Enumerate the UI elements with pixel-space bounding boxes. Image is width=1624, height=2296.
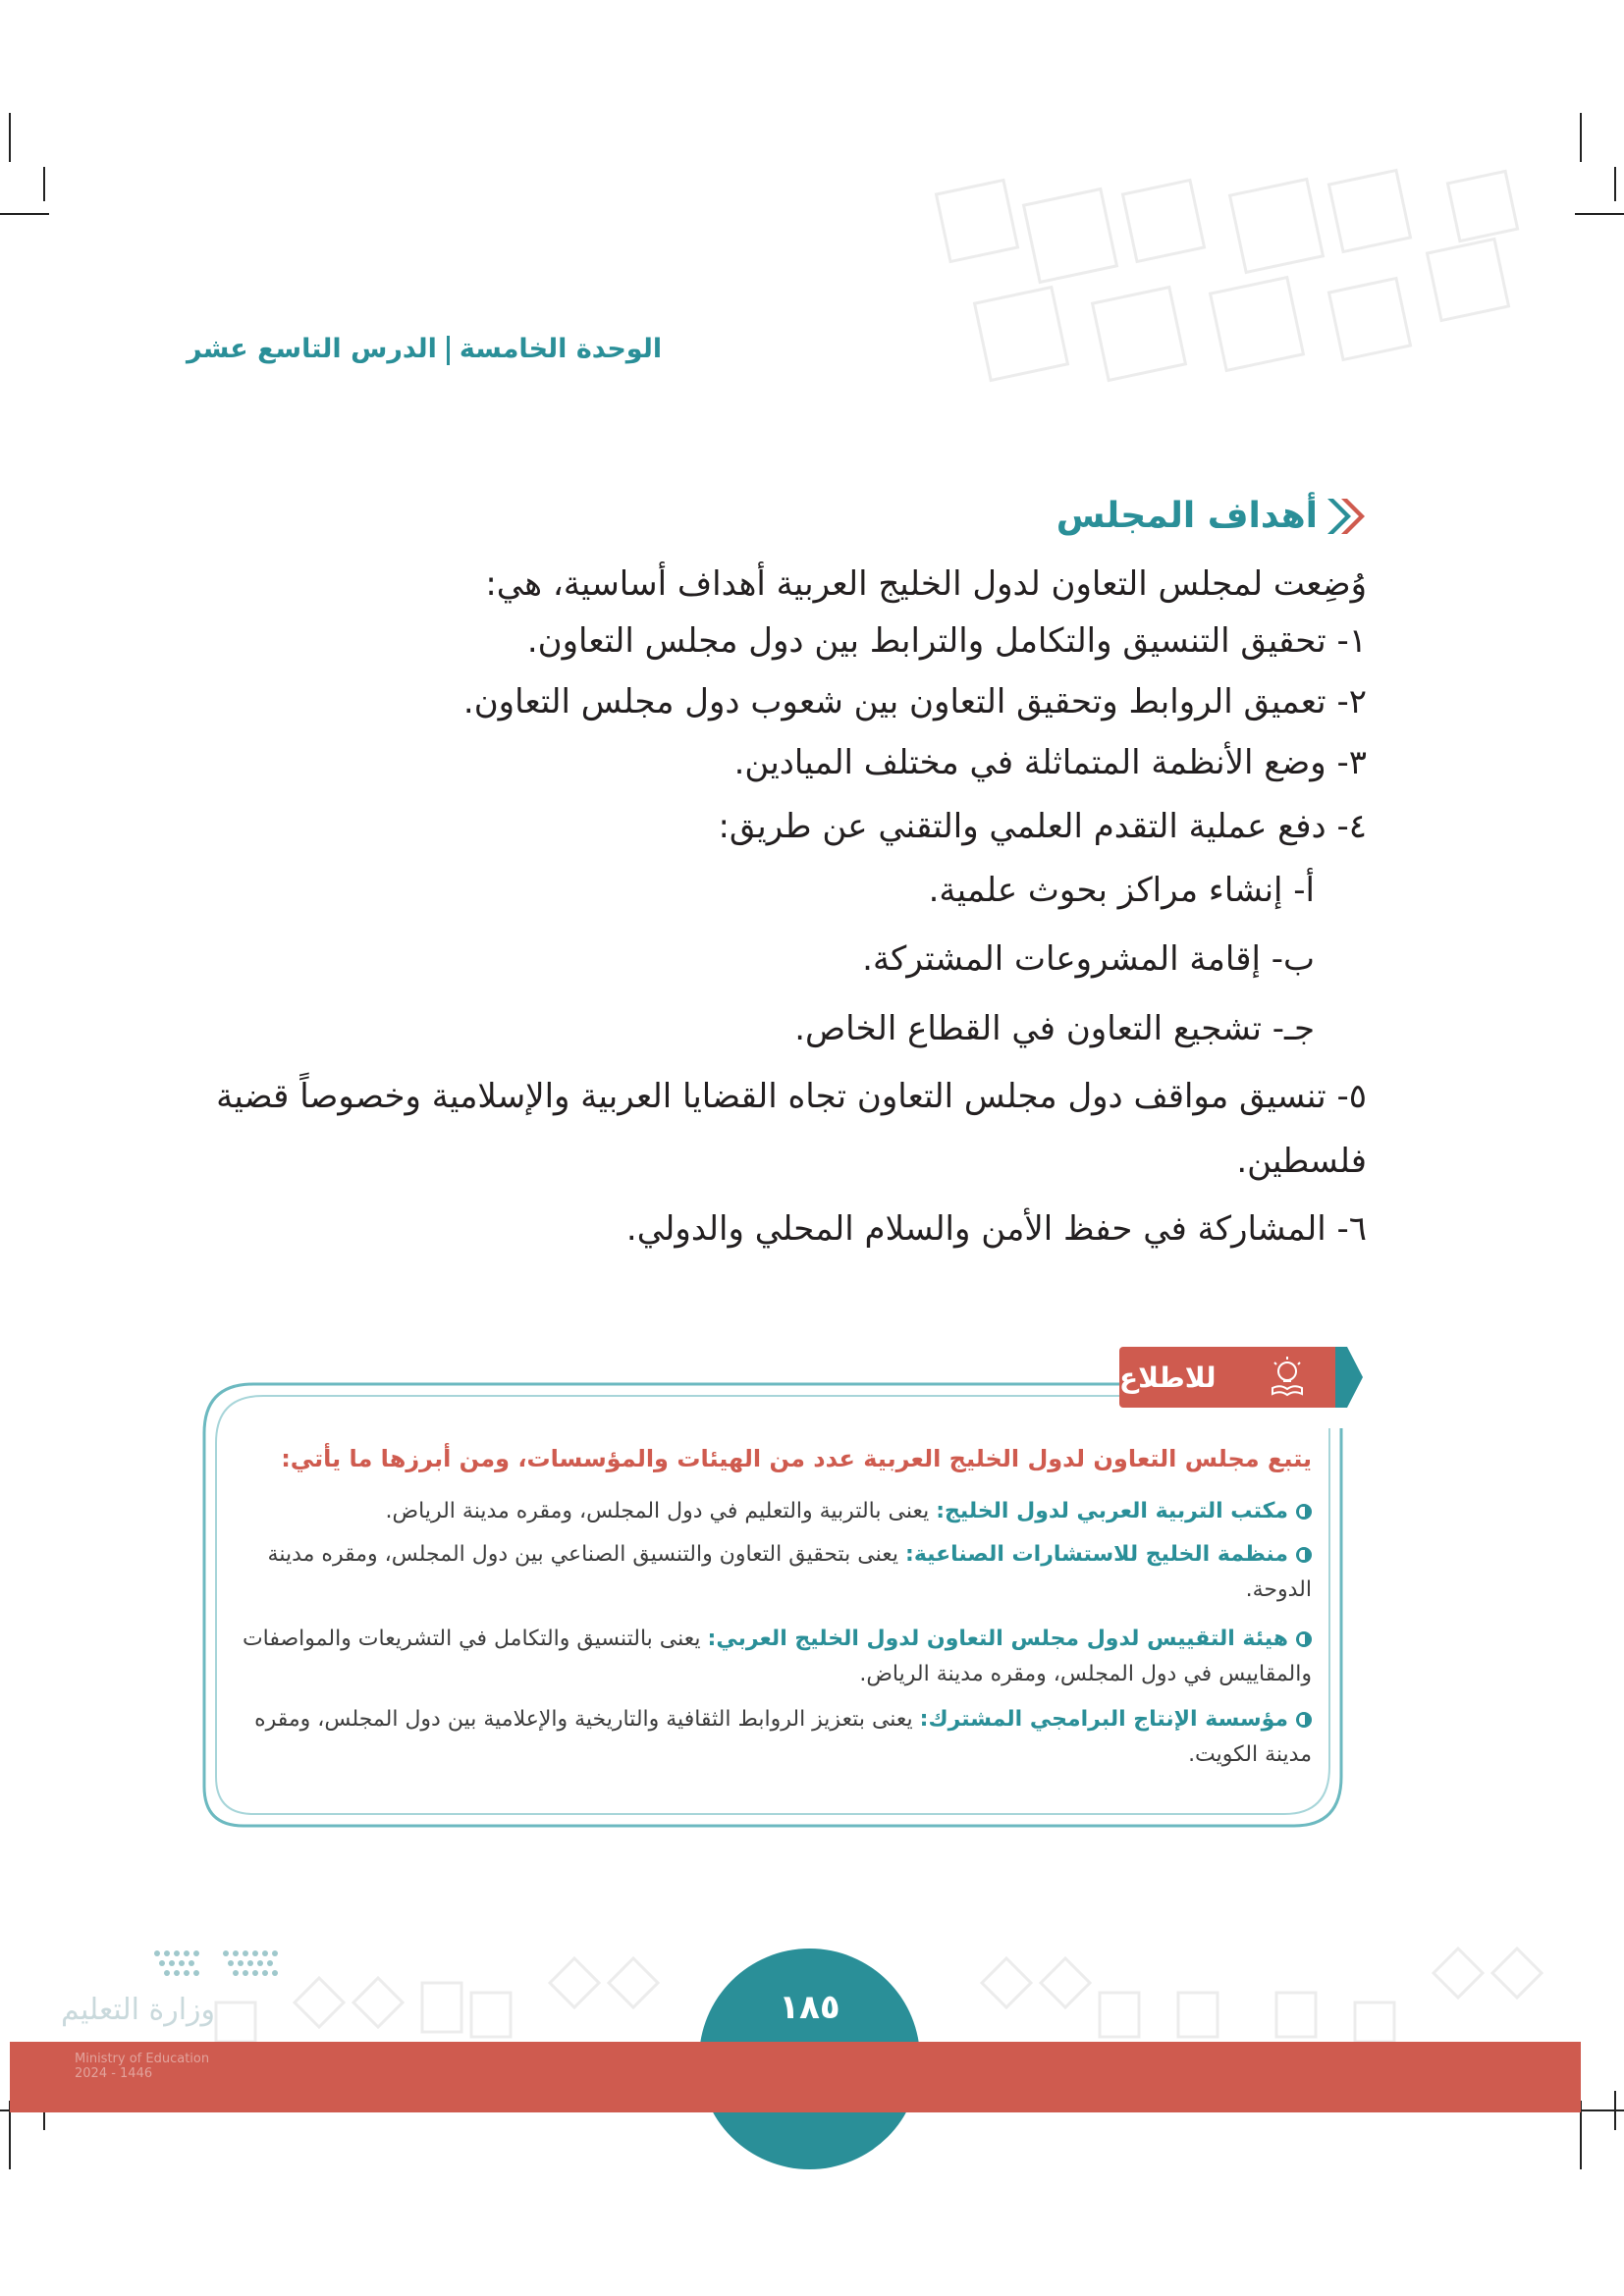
body-line-1: ١- تحقيق التنسيق والتكامل والترابط بين دول مجلس التعاون. [526,621,1367,661]
ministry-logo-subtitle [75,2052,209,2081]
body-line-intro: وُضِعت لمجلس التعاون لدول الخليج العربية أهداف أساسية، هي: [485,564,1367,604]
geometric-pattern-top [936,170,1517,380]
page-number: ١٨٥ [779,1988,840,2027]
bullet-icon [1296,1547,1312,1563]
body-line-4b: ب- إقامة المشروعات المشتركة. [862,939,1315,979]
body-line-5-cont: فلسطين. [1236,1142,1367,1181]
info-item-2 [218,1537,1312,1608]
info-badge-label: للاطلاع [1119,1361,1217,1394]
body-line-5: ٥- تنسيق مواقف دول مجلس التعاون تجاه القضايا العربية والإسلامية وخصوصاً قضية [216,1077,1367,1116]
edition-year: 2024 - 1446 [75,2066,153,2081]
info-item-text: يعنى بتحقيق التعاون والتنسيق الصناعي بين دول المجلس، ومقره مدينة الدوحة. [267,1542,1312,1602]
info-item-1 [218,1494,1312,1529]
body-line-4c: جـ- تشجيع التعاون في القطاع الخاص. [794,1009,1315,1048]
info-badge [1119,1347,1347,1408]
info-item-3 [218,1622,1312,1692]
info-box-intro: يتبع مجلس التعاون لدول الخليج العربية عدد من الهيئات والمؤسسات، ومن أبرزها ما يأتي: [281,1445,1312,1472]
info-item-4 [218,1702,1312,1773]
body-line-2: ٢- تعميق الروابط وتحقيق التعاون بين شعوب دول مجلس التعاون. [462,682,1367,721]
bullet-icon [1296,1712,1312,1728]
info-item-text: يعنى بالتربية والتعليم في دول المجلس، ومقره مدينة الرياض. [385,1499,937,1523]
info-item-text: يعنى بالتنسيق والتكامل في التشريعات والمواصفات والمقاييس في دول المجلس، ومقره مدينة الرياض. [242,1627,1312,1686]
running-header [187,334,662,365]
body-line-3: ٣- وضع الأنظمة المتماثلة في مختلف الميادين. [733,743,1367,782]
section-heading [1056,496,1367,536]
lightbulb-book-icon [1267,1355,1308,1398]
info-item-text: يعنى بتعزيز الروابط الثقافية والتاريخية والإعلامية بين دول المجلس، ومقره مدينة الكويت. [254,1707,1312,1767]
info-item-term: مؤسسة الإنتاج البرامجي المشترك: [919,1707,1288,1732]
crop-marks [0,113,1624,2169]
footer-bar [10,2042,1581,2112]
bullet-icon [1296,1631,1312,1647]
info-item-term: مكتب التربية العربي لدول الخليج: [936,1499,1288,1523]
section-title: أهداف المجلس [1056,496,1318,536]
info-item-term: هيئة التقييس لدول مجلس التعاون لدول الخليج العربي: [707,1627,1288,1651]
info-item-term: منظمة الخليج للاستشارات الصناعية: [905,1542,1288,1567]
unit-label: الوحدة الخامسة [459,334,663,364]
body-line-6: ٦- المشاركة في حفظ الأمن والسلام المحلي والدولي. [625,1209,1367,1249]
badge-arrow [1335,1347,1363,1408]
double-chevron-icon [1326,497,1367,536]
ministry-logo-text: وزارة التعليم [61,1993,216,2027]
ministry-logo-english: Ministry of Education [75,2052,210,2066]
header-separator [447,336,450,365]
bullet-icon [1296,1504,1312,1520]
lesson-label: الدرس التاسع عشر [187,334,437,364]
body-line-4: ٤- دفع عملية التقدم العلمي والتقني عن طريق: [718,807,1367,846]
body-line-4a: أ- إنشاء مراكز بحوث علمية. [928,871,1315,910]
